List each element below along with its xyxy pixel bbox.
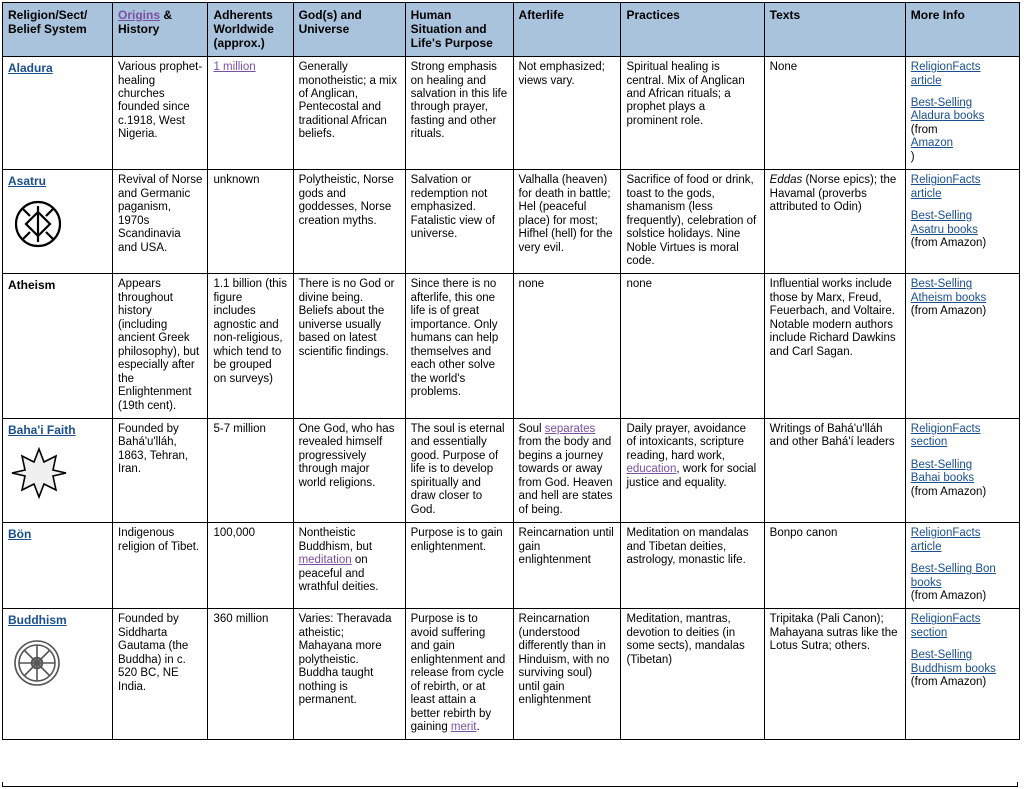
more-info-cell <box>905 609 1019 740</box>
origins-header-link[interactable]: Origins <box>118 8 161 22</box>
column-header-afterlife: Afterlife <box>513 3 621 57</box>
column-header-practices: Practices <box>621 3 764 57</box>
practices-cell: none <box>621 274 764 419</box>
column-header-adherents: Adherents Worldwide (approx.) <box>208 3 293 57</box>
religion-name-cell <box>3 609 113 740</box>
info-link-group <box>911 527 1014 554</box>
purpose-cell: The soul is eternal and essentially good. Purpose of life is to develop spiritually and draw closer to God. <box>405 418 513 522</box>
dharma-wheel-icon <box>10 637 107 689</box>
adherents-link[interactable]: 1 million <box>213 61 256 74</box>
purpose-cell: Strong emphasis on healing and salvation in this life through prayer, fasting and other rituals. <box>405 57 513 170</box>
god-cell: Nontheistic Buddhism, but meditation on peaceful and wrathful deities. <box>293 523 405 609</box>
adherents-cell: 5-7 million <box>208 418 293 522</box>
info-link-group <box>911 649 1014 689</box>
texts-cell: None <box>764 57 905 170</box>
texts-title: Eddas <box>769 174 803 187</box>
more-info-cell <box>905 170 1019 274</box>
origins-cell: Founded by Siddharta Gautama (the Buddha) in c. 520 BC, NE India. <box>113 609 208 740</box>
religionfacts-link[interactable]: ReligionFacts article <box>910 61 981 87</box>
religionfacts-link[interactable]: ReligionFacts article <box>910 174 981 200</box>
afterlife-cell: Not emphasized; views vary. <box>513 57 621 170</box>
afterlife-cell: Reincarnation (understood differently than in Hinduism, with no surviving soul) until gain enlightenment <box>513 609 621 740</box>
info-link-group <box>911 459 1014 499</box>
practices-inline-link[interactable]: education <box>626 463 677 476</box>
god-cell: One God, who has revealed himself progressively through major world religions. <box>293 418 405 522</box>
purpose-cell: Since there is no afterlife, this one life is of great importance. Only humans can help themselves and each other solve the world's problems. <box>405 274 513 419</box>
religion-link[interactable]: Buddhism <box>8 613 67 628</box>
table-header-row <box>3 3 1020 57</box>
page-root <box>0 2 1024 789</box>
amazon-note: (from Amazon) <box>910 237 987 250</box>
table-bottom-edge <box>2 782 1018 787</box>
god-cell: Polytheistic, Norse gods and goddesses, Norse creation myths. <box>293 170 405 274</box>
texts-cell: Tripitaka (Pali Canon); Mahayana sutras like the Lotus Sutra; others. <box>764 609 905 740</box>
bestselling-books-link[interactable]: Best-Selling Bon books <box>910 563 996 589</box>
more-info-cell <box>905 274 1019 419</box>
texts-cell: Writings of Bahá'u'lláh and other Bahá'í leaders <box>764 418 905 522</box>
origins-cell: Appears throughout history (including ancient Greek philosophy), but especially after the Enlightenment (19th cent). <box>113 274 208 419</box>
bestselling-books-link[interactable]: Best-Selling Buddhism books <box>910 649 996 675</box>
adherents-cell: 360 million <box>208 609 293 740</box>
table-row <box>3 609 1020 740</box>
amazon-note: (from Amazon) <box>910 305 987 318</box>
religion-name-cell <box>3 170 113 274</box>
amazon-link[interactable]: Amazon <box>910 137 953 150</box>
afterlife-cell: Valhalla (heaven) for death in battle; Hel (peaceful place) for most; Hifhel (hell) for the very evil. <box>513 170 621 274</box>
religion-name-cell <box>3 418 113 522</box>
info-link-group <box>911 61 1014 88</box>
religion-link[interactable]: Aladura <box>8 61 53 76</box>
more-info-cell <box>905 523 1019 609</box>
texts-rest: (Norse epics); the Havamal (proverbs attributed to Odin) <box>769 174 897 214</box>
afterlife-cell: none <box>513 274 621 419</box>
religionfacts-link[interactable]: ReligionFacts section <box>910 422 981 449</box>
table-row <box>3 170 1020 274</box>
god-cell: Varies: Theravada atheistic; Mahayana more polytheistic. Buddha taught nothing is permanent. <box>293 609 405 740</box>
more-info-cell <box>905 418 1019 522</box>
god-cell: Generally monotheistic; a mix of Anglican, Pentecostal and traditional African beliefs. <box>293 57 405 170</box>
purpose-cell: Purpose is to avoid suffering and gain enlightenment and release from cycle of rebirth, or at least attain a better rebirth by gaining merit. <box>405 609 513 740</box>
adherents-cell: 100,000 <box>208 523 293 609</box>
info-link-group <box>911 97 1014 164</box>
religion-name <box>8 174 46 188</box>
table-row <box>3 57 1020 170</box>
religion-name <box>8 527 31 541</box>
religion-name-cell <box>3 274 113 419</box>
bestselling-books-link[interactable]: Best-Selling Aladura books <box>910 97 985 123</box>
practices-cell: Meditation, mantras, devotion to deities (in some sects), mandalas (Tibetan) <box>621 609 764 740</box>
info-link-group <box>911 613 1014 640</box>
purpose-cell: Salvation or redemption not emphasized. Fatalistic view of universe. <box>405 170 513 274</box>
column-header-god: God(s) and Universe <box>293 3 405 57</box>
amazon-note: (from Amazon) <box>910 485 987 498</box>
amazon-note: (from Amazon) <box>910 676 987 689</box>
afterlife-inline-link[interactable]: separates <box>544 422 596 435</box>
asatru-hammer-icon <box>10 198 107 250</box>
origins-cell: Founded by Bahá'u'lláh, 1863, Tehran, Iran. <box>113 418 208 522</box>
info-link-group <box>911 423 1014 450</box>
religion-name-cell <box>3 523 113 609</box>
column-header-more-info: More Info <box>905 3 1019 57</box>
adherents-cell <box>208 57 293 170</box>
table-row <box>3 418 1020 522</box>
adherents-cell: 1.1 billion (this figure includes agnostic and non-religious, which tend to be grouped on surveys) <box>208 274 293 419</box>
origins-cell: Indigenous religion of Tibet. <box>113 523 208 609</box>
origins-cell: Various prophet-healing churches founded since c.1918, West Nigeria. <box>113 57 208 170</box>
column-header-origins <box>113 3 208 57</box>
texts-cell <box>764 170 905 274</box>
column-header-religion: Religion/Sect/ Belief System <box>3 3 113 57</box>
table-row <box>3 274 1020 419</box>
afterlife-cell: Soul separates from the body and begins a journey towards or away from God. Heaven and hell are states of being. <box>513 418 621 522</box>
adherents-cell: unknown <box>208 170 293 274</box>
practices-cell: Sacrifice of food or drink, toast to the gods, shamanism (less frequently), celebration of solstice holidays. Nine Noble Virtues is moral code. <box>621 170 764 274</box>
religion-name <box>8 61 53 75</box>
info-link-group <box>911 174 1014 201</box>
bestselling-books-link[interactable]: Best-Selling Atheism books <box>910 278 987 304</box>
purpose-inline-link[interactable]: merit <box>450 721 477 734</box>
origins-header-rest: & History <box>118 8 173 37</box>
practices-cell: Meditation on mandalas and Tibetan deities, astrology, monastic life. <box>621 523 764 609</box>
religionfacts-link[interactable]: ReligionFacts article <box>910 527 981 553</box>
religion-name-cell <box>3 57 113 170</box>
god-inline-link[interactable]: meditation <box>298 554 352 567</box>
amazon-note: (from Amazon) <box>910 589 987 602</box>
info-link-group <box>911 278 1014 318</box>
religion-link[interactable]: Bön <box>8 527 32 542</box>
religion-name: Atheism <box>8 278 56 293</box>
bestselling-books-link[interactable]: Best-Selling Asatru books <box>910 210 978 236</box>
origins-cell: Revival of Norse and Germanic paganism, 1970s Scandinavia and USA. <box>113 170 208 274</box>
amazon-note: (from Amazon ) <box>911 124 1014 163</box>
religion-link[interactable]: Asatru <box>8 174 47 189</box>
religion-link[interactable]: Baha'i Faith <box>8 422 76 437</box>
table-row <box>3 523 1020 609</box>
purpose-cell: Purpose is to gain enlightenment. <box>405 523 513 609</box>
practices-cell: Spiritual healing is central. Mix of Anglican and African rituals; a prophet plays a prominent role. <box>621 57 764 170</box>
texts-cell: Bonpo canon <box>764 523 905 609</box>
practices-cell: Daily prayer, avoidance of intoxicants, scripture reading, hard work, education, work for social justice and equality. <box>621 418 764 522</box>
religion-name <box>8 613 67 627</box>
texts-cell: Influential works include those by Marx, Freud, Feuerbach, and Voltaire. Notable modern authors include Richard Dawkins and Carl Sagan. <box>764 274 905 419</box>
column-header-texts: Texts <box>764 3 905 57</box>
info-link-group <box>911 210 1014 250</box>
bestselling-books-link[interactable]: Best-Selling Bahai books <box>910 458 975 485</box>
religion-comparison-table <box>2 2 1020 740</box>
god-cell: There is no God or divine being. Beliefs about the universe usually based on latest scientific findings. <box>293 274 405 419</box>
nine-pointed-star-icon <box>10 446 107 498</box>
afterlife-cell: Reincarnation until gain enlightenment <box>513 523 621 609</box>
info-link-group <box>911 563 1014 603</box>
more-info-cell <box>905 57 1019 170</box>
column-header-purpose: Human Situation and Life's Purpose <box>405 3 513 57</box>
religionfacts-link[interactable]: ReligionFacts section <box>910 613 981 639</box>
religion-name <box>8 423 76 437</box>
